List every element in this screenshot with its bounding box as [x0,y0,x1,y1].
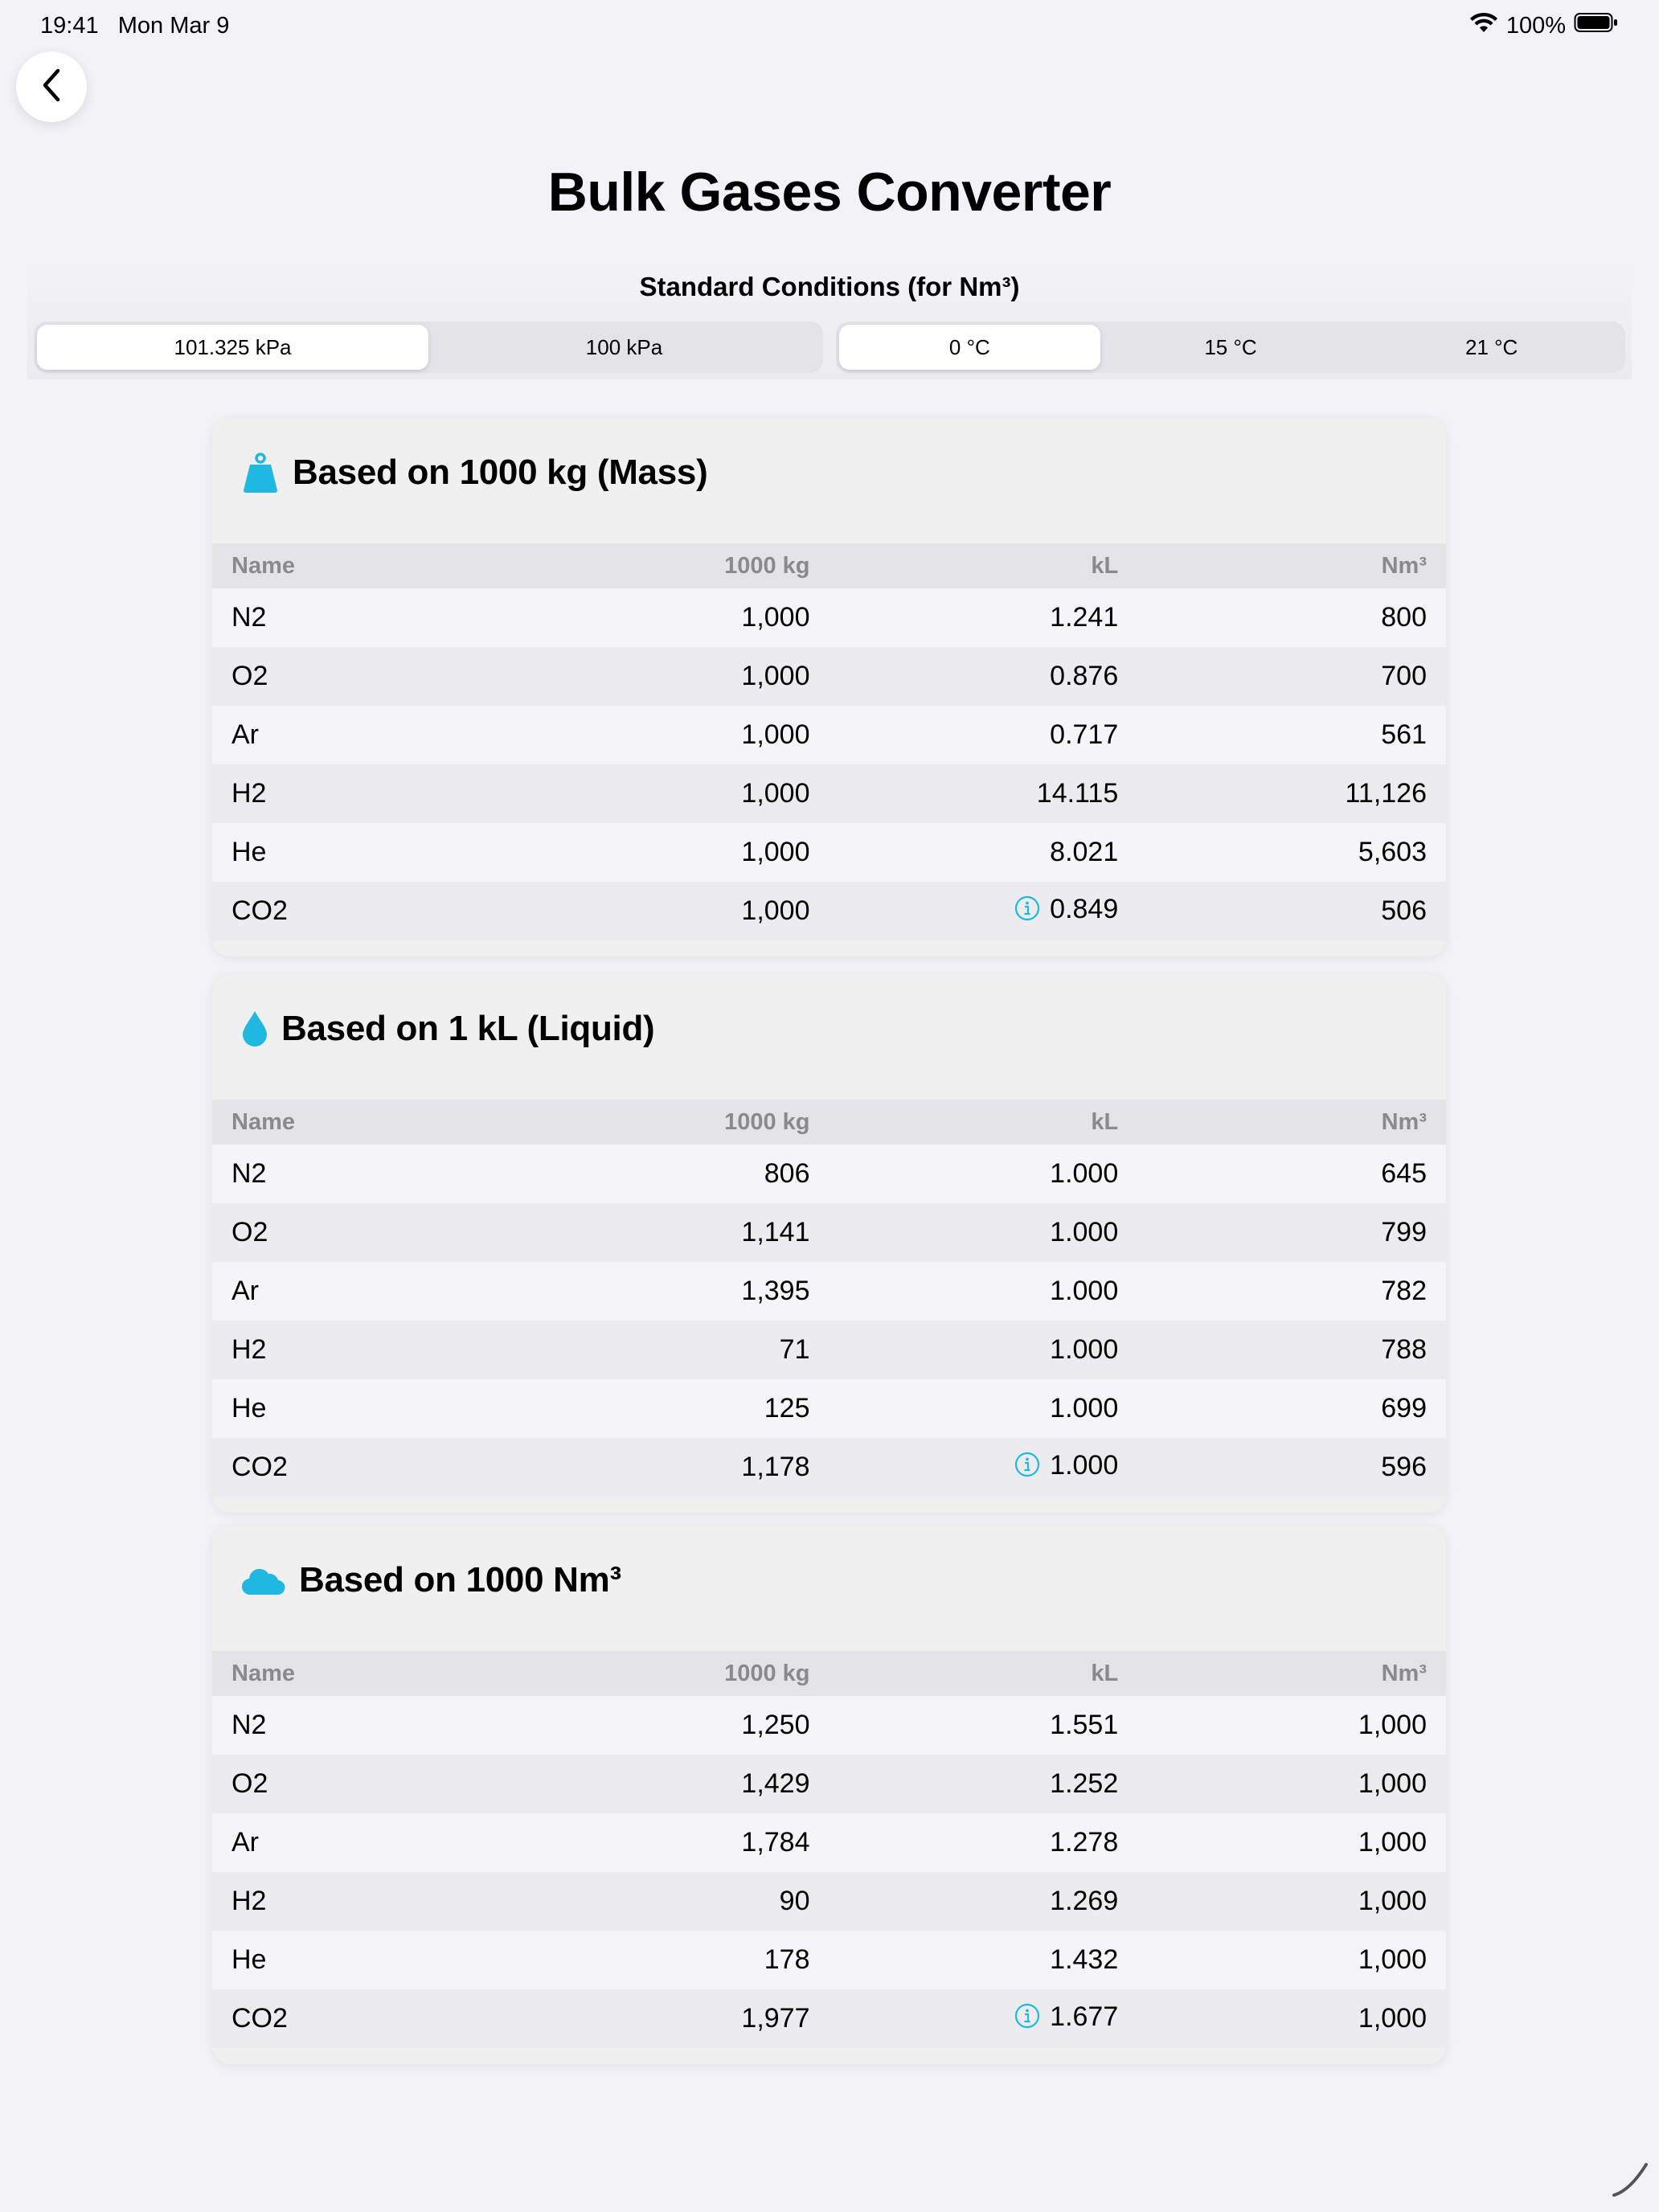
value-nm3: 1,000 [1358,2003,1427,2034]
battery-percent: 100% [1505,12,1566,39]
table-row [212,823,1446,882]
weight-icon [241,450,280,495]
value-nm3: 11,126 [1345,778,1427,809]
value-kg: 1,000 [741,602,810,633]
temperature-option-0[interactable]: 0 °C [839,325,1100,370]
gas-name: He [231,1944,267,1975]
value-kg: 1,250 [741,1710,810,1740]
value-kl: 0.717 [1050,719,1119,750]
gas-name: N2 [231,602,267,633]
column-kl: kL [1091,1108,1119,1135]
column-kl: kL [1091,552,1119,579]
mass-table [212,543,1446,940]
value-nm3: 1,000 [1358,1944,1427,1975]
column-nm3: Nm³ [1381,1660,1427,1686]
table-row [212,1321,1446,1379]
value-kg: 1,141 [741,1217,810,1247]
column-nm3: Nm³ [1381,1108,1427,1135]
column-kg: 1000 kg [724,1108,810,1135]
table-row [212,764,1446,823]
value-nm3: 1,000 [1358,1886,1427,1916]
gas-name: CO2 [231,1452,288,1482]
gas-name: Ar [231,1276,259,1306]
gas-name: He [231,1393,267,1423]
gas-name: CO2 [231,895,288,926]
page-title: Bulk Gases Converter [547,162,1112,223]
value-kg: 1,429 [741,1768,810,1799]
table-row [212,1203,1446,1262]
table-row [212,1755,1446,1813]
card-header [212,974,1446,1083]
value-nm3: 788 [1381,1334,1427,1365]
column-nm3: Nm³ [1381,552,1427,579]
gas-name: H2 [231,1886,267,1916]
pressure-segmented-control [34,322,823,373]
value-kg: 125 [764,1393,810,1423]
temperature-segmented-control [836,322,1625,373]
table-row [212,1813,1446,1872]
gas-name: CO2 [231,2003,288,2034]
status-right [1469,11,1619,40]
value-kl: 1.241 [1050,602,1119,633]
value-kg: 90 [779,1886,810,1916]
card-title: Based on 1000 kg (Mass) [293,453,708,492]
value-kl: 1.278 [1050,1827,1119,1858]
gas-name: N2 [231,1158,267,1189]
value-kl: 0.876 [1050,661,1119,691]
table-row [212,1696,1446,1755]
gas-name: H2 [231,778,267,809]
value-kg: 1,178 [741,1452,810,1482]
value-nm3: 800 [1381,602,1427,633]
value-kl: 1.551 [1050,1710,1119,1740]
pressure-option-100[interactable]: 100 kPa [585,334,663,359]
value-kl: 8.021 [1050,837,1119,867]
value-kl: 1.000 [1050,1276,1119,1306]
value-kl-cell [830,882,1138,940]
table-row [212,1438,1446,1497]
table-header-row [212,1651,1446,1696]
status-bar [0,0,1659,51]
value-nm3: 1,000 [1358,1827,1427,1858]
value-kg: 1,000 [741,661,810,691]
value-kg: 178 [764,1944,810,1975]
value-kl: 1.432 [1050,1944,1119,1975]
value-kl-cell [830,1438,1138,1497]
gas-name: Ar [231,719,259,750]
value-kg: 1,000 [741,719,810,750]
gas-name: N2 [231,1710,267,1740]
status-clock: 19:41 [40,13,99,39]
drop-icon [241,1006,268,1051]
value-kg: 1,395 [741,1276,810,1306]
value-kg: 1,000 [741,895,810,926]
table-row [212,1379,1446,1438]
liquid-card [212,974,1446,1513]
value-kl: 1.000 [1050,1217,1119,1247]
table-header-row [212,1100,1446,1145]
value-nm3: 645 [1381,1158,1427,1189]
card-header [212,418,1446,527]
value-kl: 1.000 [1050,1158,1119,1189]
liquid-table [212,1100,1446,1497]
value-kl: 14.115 [1036,778,1119,809]
table-row [212,882,1446,940]
value-nm3: 596 [1381,1452,1427,1482]
value-nm3: 561 [1381,719,1427,750]
value-nm3: 799 [1381,1217,1427,1247]
conditions-title: Standard Conditions (for Nm³) [639,272,1020,301]
table-header-row [212,543,1446,588]
value-nm3: 699 [1381,1393,1427,1423]
table-row [212,1931,1446,1989]
column-kg: 1000 kg [724,1660,810,1686]
table-row [212,1145,1446,1203]
value-kl-cell [830,1989,1138,2048]
gas-name: O2 [231,1768,268,1799]
back-button[interactable] [16,51,87,122]
gas-name: Ar [231,1827,259,1858]
column-name: Name [231,552,295,579]
value-kg: 1,000 [741,837,810,867]
value-nm3: 782 [1381,1276,1427,1306]
card-header [212,1526,1446,1635]
table-row [212,1989,1446,2048]
value-nm3: 700 [1381,661,1427,691]
gas-name: He [231,837,267,867]
pencil-indicator-icon [1609,2158,1651,2204]
value-nm3: 506 [1381,895,1427,926]
table-row [212,706,1446,764]
info-icon[interactable] [1014,895,1040,928]
column-kg: 1000 kg [724,552,810,579]
table-row [212,1872,1446,1931]
pressure-option-101325[interactable]: 101.325 kPa [37,325,428,370]
column-name: Name [231,1108,295,1135]
temperature-option-21[interactable]: 21 °C [1465,334,1518,359]
value-nm3: 5,603 [1358,837,1427,867]
info-icon[interactable] [1014,1452,1040,1485]
value-kg: 1,784 [741,1827,810,1858]
mass-card [212,418,1446,956]
chevron-left-icon [40,68,63,107]
gas-card [212,1526,1446,2064]
gas-table [212,1651,1446,2048]
value-kg: 71 [779,1334,810,1365]
value-kl: 1.252 [1050,1768,1119,1799]
table-row [212,588,1446,647]
value-kl: 0.849 [1050,894,1119,924]
table-row [212,1262,1446,1321]
wifi-icon [1469,11,1498,40]
value-nm3: 1,000 [1358,1710,1427,1740]
table-row [212,647,1446,706]
info-icon[interactable] [1014,2003,1040,2036]
battery-icon [1574,11,1619,40]
value-kg: 1,000 [741,778,810,809]
value-kl: 1.677 [1050,2001,1119,2032]
status-date: Mon Mar 9 [117,13,230,39]
gas-name: O2 [231,661,268,691]
value-nm3: 1,000 [1358,1768,1427,1799]
value-kg: 806 [764,1158,810,1189]
card-title: Based on 1000 Nm³ [299,1560,621,1600]
column-name: Name [231,1660,295,1686]
card-title: Based on 1 kL (Liquid) [281,1009,655,1048]
value-kl: 1.000 [1050,1334,1119,1365]
temperature-option-15[interactable]: 15 °C [1204,334,1257,359]
value-kg: 1,977 [741,2003,810,2034]
gas-name: H2 [231,1334,267,1365]
status-time [40,13,229,39]
cloud-icon [241,1558,286,1603]
column-kl: kL [1091,1660,1119,1686]
gas-name: O2 [231,1217,268,1247]
value-kl: 1.000 [1050,1450,1119,1481]
value-kl: 1.269 [1050,1886,1119,1916]
value-kl: 1.000 [1050,1393,1119,1423]
